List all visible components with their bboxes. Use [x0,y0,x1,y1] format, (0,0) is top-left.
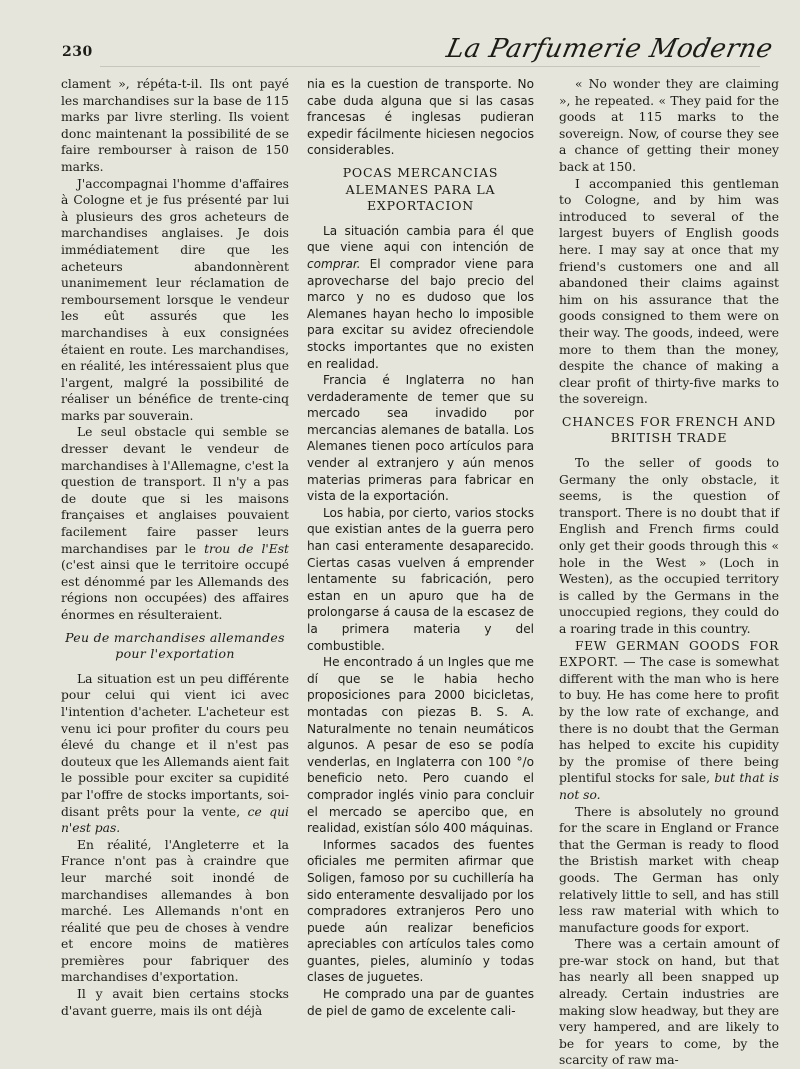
french-paragraph: En réalité, l'Angleterre et la France n'ont pas à craindre que leur marché soit inondé de marchandises allemandes à bon marché. Les Allemands n'ont en réalité que peu de choses à vendre et encore moins de matières premières pour fabriquer des marchandises d'exportation. [61,837,289,985]
spanish-paragraph: Informes sacados des fuentes oficiales me permiten afirmar que Soligen, famoso por su cuchillería ha sido enteramente desvalijado por los compradores extranjeros Pero uno puede aún realizar beneficios apreciables con artículos tales como guantes, pieles, aluminío y todas clases de juguetes. [307,837,534,985]
french-paragraph: Il y avait bien certains stocks d'avant guerre, mais ils ont déjà [61,987,289,1018]
french-section-heading: Peu de marchandises allemandes pour l'exportation [65,629,285,662]
spanish-paragraph: He encontrado á un Ingles que me dí que se le habia hecho proposiciones para 2000 bicicletas, montadas con piezas B. S. A. Naturalmente no tenain neumáticos algunos. A pesar de eso se podía venderlas, en Inglaterra con 100 °/o beneficio neto. Pero cuando el comprador inglés vinio para concluir el mercado se apercibo que, en realidad, existían sólo 400 máquinas. [307,655,534,836]
spanish-paragraph: Francia é Inglaterra no han verdaderamente de temer que su mercado sea invadido por mercancias alemanes de batalla. Los Alemanes tienen poco artículos para vender al extranjero y aún menos materias primeras para fabricar en vista de la exportación. [307,373,534,504]
english-run-in-heading: FEW GERMAN GOODS FOR EXPORT. [559,638,779,670]
french-text: Le seul obstacle qui semble se dresser devant le vendeur de marchandises à l'Allemagne, c'est la question de transport. Il n'y a pas de doute que si les maisons françaises et anglaises pouvaient facilement faire passer leurs marchandises par le [61,425,289,556]
spanish-emphasis: comprar. [307,256,361,271]
english-paragraph: « No wonder they are claiming », he repeated. « They paid for the goods at 115 marks to the sovereign. Now, of course they see a chance of getting their money back at 150. [559,77,779,174]
spanish-paragraph: He comprado una par de guantes de piel de gamo de excelente cali- [307,987,534,1018]
masthead-rule [100,66,760,67]
english-column [559,76,779,1069]
journal-masthead: La Parfumerie Moderne [443,34,776,64]
french-text: (c'est ainsi que le territoire occupé est dénommé par les Allemands des régions non occupées) des affaires énormes en résulteraient. [61,558,289,622]
french-paragraph [61,424,289,623]
spanish-text: El comprador viene para aprovecharse del bajo precio del marco y no es dudoso que los Alemanes hayan hecho lo imposible para excitar su avidez ofreciendole stocks importantes que no existen en realidad. [307,256,534,371]
spanish-section-heading: POCAS MERCANCIAS ALEMANES PARA LA EXPORTACION [342,164,499,214]
french-paragraph: J'accompagnai l'homme d'affaires à Cologne et je fus présenté par lui à plusieurs des gros acheteurs de marchandises anglaises. Je dois immédiatement dire que les acheteurs abandonnèrent unanimement leur réclamation de remboursement lorsque le vendeur les eût assurés que les marchandises à eux consignées étaient en route. Les marchandises, en réalité, les intéressaient plus que l'argent, malgré la possibilité de réaliser un bénéfice de trente-cinq marks par souverain. [61,176,289,423]
english-paragraph [559,638,779,804]
spanish-column [307,76,534,1019]
english-paragraph: To the seller of goods to Germany the only obstacle, it seems, is the question of transport. There is no doubt that if English and French firms could only get their goods through this « hole in the West » (Loch in Westen), as the occupied territory is called by the Germans in the unoccupied regions, they could do a roaring trade in this country. [559,456,779,636]
english-emphasis: but that is not so. [559,771,779,802]
spanish-text: La situación cambia para él que que viene aqui con intención de [307,223,534,255]
spanish-paragraph: nia es la cuestion de transporte. No cabe duda alguna que si las casas francesas é inglesas pudieran expedir fácilmente hiciesen negocios considerables. [307,77,534,158]
french-emphasis: ce qui n'est pas. [61,804,289,836]
french-column [61,76,289,1019]
french-text: La situation est un peu différente pour celui qui vient ici avec l'intention d'acheter. L'acheteur est venu ici pour profiter du cours peu élevé du change et il n'est pas douteux que les Allemands aient fait le possible pour exciter sa cupidité par l'offre de stocks importants, soi-disant prêts pour la vente, [61,671,289,819]
spanish-paragraph: Los habia, por cierto, varios stocks que existian antes de la guerra pero han casi enteramente desaparecido. Ciertas casas vuelven á emprender lentamente su fabricación, pero estan en un apuro que ha de prolongarse á causa de la escasez de la primera materia y del combustible. [307,505,534,653]
english-paragraph: I accompanied this gentleman to Cologne, and by him was introduced to several of the largest buyers of English goods here. I may say at once that my friend's customers one and all abandoned their claims against him on his assurance that the goods consigned to them were on their way. The goods, indeed, were more to them than the money, despite the chance of making a clear profit of thirty-five marks to the sovereign. [559,176,779,407]
french-emphasis: trou de l'Est [204,541,289,556]
spanish-paragraph [307,223,534,372]
page-number: 230 [62,44,93,60]
english-paragraph: There is absolutely no ground for the scare in England or France that the German is ready to flood the Bristish market with cheap goods. The German has only relatively little to sell, and has still less raw material with which to manufacture goods for export. [559,804,779,935]
french-paragraph: clament », répéta-t-il. Ils ont payé les marchandises sur la base de 115 marks par livre sterling. Ils voient donc maintenant la possibilité de se faire rembourser à raison de 150 marks. [61,77,289,174]
english-section-heading: CHANCES FOR FRENCH AND BRITISH TRADE [561,413,777,446]
english-paragraph: There was a certain amount of pre-war stock on hand, but that has nearly all been snapped up already. Certain industries are making slow headway, but they are very hampered, and are likely to be for years to come, by the scarcity of raw ma- [559,937,779,1068]
french-paragraph [61,671,289,837]
english-text: — The case is somewhat different with the man who is here to buy. He has come here to profit by the low rate of exchange, and there is no doubt that the German has helped to excite his cupidity by the promise of there being plentiful stocks for sale, [559,655,779,786]
